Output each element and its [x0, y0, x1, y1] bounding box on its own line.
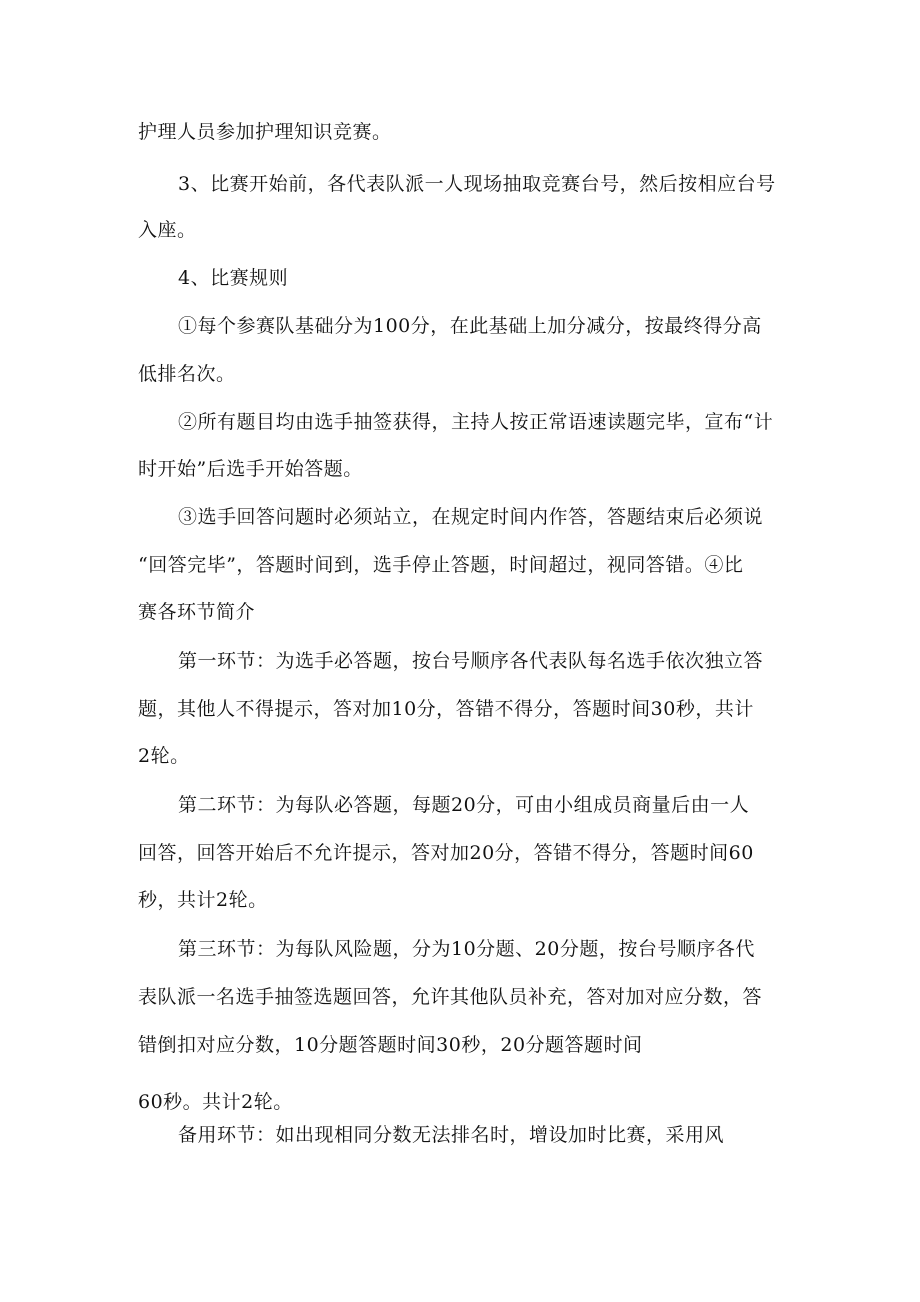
text-line: ②所有题目均由选手抽签获得，主持人按正常语速读题完毕，宣布“计 [178, 411, 774, 433]
text-line: 时开始”后选手开始答题。 [138, 458, 363, 480]
text-line: 3、比赛开始前，各代表队派一人现场抽取竞赛台号，然后按相应台号 [178, 173, 776, 195]
text-line: 秒，共计2轮。 [138, 889, 268, 911]
text-line: 表队派一名选手抽签选题回答，允许其他队员补充，答对加对应分数，答 [138, 986, 763, 1008]
text-line: 第三环节：为每队风险题，分为10分题、20分题，按台号顺序各代 [178, 938, 755, 960]
text-line: 赛各环节简介 [138, 601, 256, 623]
text-line: 第一环节：为选手必答题，按台号顺序各代表队每名选手依次独立答 [178, 650, 764, 672]
text-line: 回答，回答开始后不允许提示，答对加20分，答错不得分，答题时间60 [138, 842, 754, 864]
text-line: 错倒扣对应分数，10分题答题时间30秒，20分题答题时间 [138, 1034, 643, 1056]
text-line: 护理人员参加护理知识竞赛。 [138, 121, 392, 143]
text-line: 备用环节：如出现相同分数无法排名时，增设加时比赛，采用风 [178, 1124, 725, 1146]
text-line: 第二环节：为每队必答题，每题20分，可由小组成员商量后由一人 [178, 794, 750, 816]
text-line: “回答完毕”，答题时间到，选手停止答题，时间超过，视同答错。④比 [138, 554, 744, 576]
text-line: 低排名次。 [138, 363, 236, 385]
text-line: 60秒。共计2轮。 [138, 1091, 293, 1113]
text-line: 题，其他人不得提示，答对加10分，答错不得分，答题时间30秒，共计 [138, 698, 754, 720]
text-line: ③选手回答问题时必须站立，在规定时间内作答，答题结束后必须说 [178, 506, 764, 528]
section-heading: 4、比赛规则 [178, 267, 289, 289]
text-line: ①每个参赛队基础分为100分，在此基础上加分减分，按最终得分高 [178, 315, 762, 337]
text-line: 2轮。 [138, 745, 190, 767]
text-line: 入座。 [138, 219, 197, 241]
